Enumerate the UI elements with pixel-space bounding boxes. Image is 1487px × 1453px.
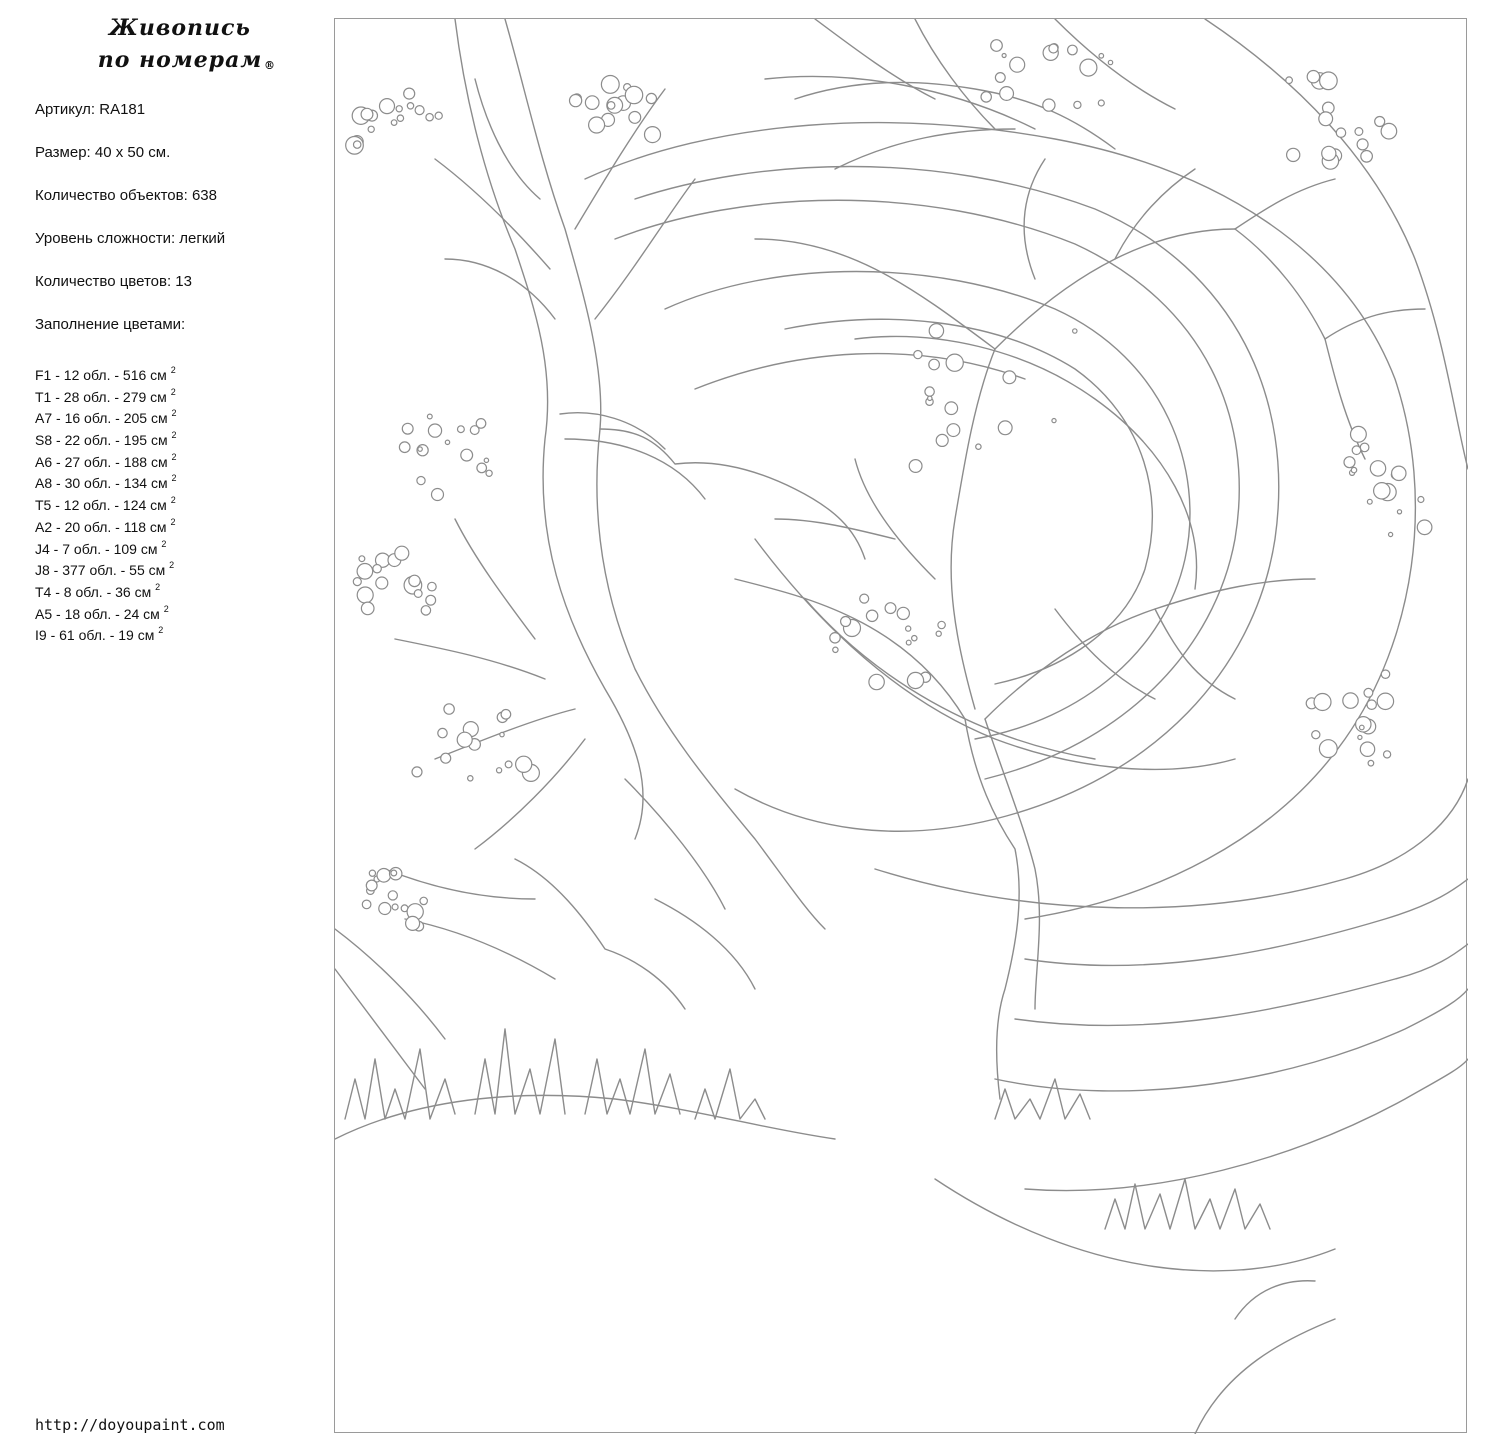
bubble-dot <box>484 458 488 462</box>
bubble-dot <box>1374 483 1390 499</box>
bubble-dot <box>1049 44 1058 53</box>
bubble-dot <box>629 112 641 124</box>
bubble-dot <box>500 732 504 736</box>
bubble-dot <box>397 115 403 121</box>
bubble-dot <box>359 556 365 562</box>
bubble-dot <box>998 421 1012 435</box>
bubble-dot <box>368 126 374 132</box>
bubble-dot <box>1287 148 1300 161</box>
bubble-dot <box>457 732 472 747</box>
bubble-dot <box>1344 457 1355 468</box>
bubble-dot <box>404 88 415 99</box>
bubble-dot <box>1320 72 1338 90</box>
bubble-dot <box>645 127 661 143</box>
bubble-dot <box>1319 740 1337 758</box>
bubble-dot <box>458 426 465 433</box>
bubble-dot <box>1322 146 1336 160</box>
color-row: I9 - 61 обл. - 19 см $^2$ <box>35 625 164 644</box>
color-row: A7 - 16 обл. - 205 см $^2$ <box>35 408 177 427</box>
bubble-dot <box>646 93 656 103</box>
bubble-dot <box>438 728 447 737</box>
bubble-dot <box>1377 693 1393 709</box>
bubble-dot <box>914 351 922 359</box>
bubble-dot <box>1108 60 1112 64</box>
color-row: J8 - 377 обл. - 55 см $^2$ <box>35 560 175 579</box>
bubble-dot <box>607 102 615 110</box>
bubble-dot <box>1381 123 1397 139</box>
bubble-dot <box>399 442 410 453</box>
color-row: T4 - 8 обл. - 36 см $^2$ <box>35 581 161 600</box>
bubble-dot <box>445 440 449 444</box>
bubble-dot <box>468 776 473 781</box>
bubble-dot <box>402 423 413 434</box>
bubble-dot <box>585 96 599 110</box>
bubble-dot <box>516 756 532 772</box>
bubble-dot <box>396 106 402 112</box>
bubble-dot <box>589 117 605 133</box>
bubble-dot <box>1357 139 1368 150</box>
bubble-dot <box>947 424 960 437</box>
bubble-dot <box>995 73 1005 83</box>
bubble-dot <box>991 40 1003 52</box>
bubble-dot <box>391 120 397 126</box>
bubble-dot <box>976 444 981 449</box>
bubble-dot <box>1389 532 1393 536</box>
bubble-dot <box>1002 54 1006 58</box>
bubble-dot <box>501 710 511 720</box>
bubble-dot <box>1307 71 1319 83</box>
bubble-dot <box>907 672 923 688</box>
bubble-dot <box>841 617 851 627</box>
bubble-dot <box>1099 54 1104 59</box>
bubble-dot <box>388 891 397 900</box>
bubble-dot <box>392 904 398 910</box>
bubble-dot <box>1336 128 1345 137</box>
bubble-dot <box>418 447 422 451</box>
bubble-dot <box>406 916 420 930</box>
bubble-dot <box>1068 45 1078 55</box>
bubble-dot <box>441 753 451 763</box>
bubble-dot <box>1392 466 1406 480</box>
bubble-dot <box>1368 760 1374 766</box>
bubble-dot <box>906 640 911 645</box>
bubble-dot <box>925 387 934 396</box>
color-fill-list <box>35 360 176 642</box>
fill-heading: Заполнение цветами: <box>35 316 186 333</box>
brand-line-1: Живопись <box>109 15 251 41</box>
bubble-dot <box>1360 742 1374 756</box>
bubble-dot <box>981 92 991 102</box>
bubble-dot <box>354 141 361 148</box>
bubble-dot <box>379 903 391 915</box>
bubble-dot <box>1358 735 1362 739</box>
bubble-dot <box>1314 694 1331 711</box>
bubble-dot <box>420 897 427 904</box>
bubble-dot <box>486 470 492 476</box>
bubble-dot <box>377 869 391 883</box>
bubble-dot <box>1375 117 1385 127</box>
bubble-dot <box>357 587 373 603</box>
brand-line-2: по номерам <box>97 47 263 73</box>
bubble-dot <box>1384 751 1391 758</box>
article-number: Артикул: RA181 <box>35 101 146 118</box>
bubble-dot <box>1397 510 1401 514</box>
bubble-dot <box>1073 329 1077 333</box>
bubble-dot <box>362 900 371 909</box>
color-row: A5 - 18 обл. - 24 см $^2$ <box>35 603 169 622</box>
bubble-dot <box>906 626 911 631</box>
bubble-dot <box>407 103 413 109</box>
objects-count: Количество объектов: 638 <box>35 187 217 204</box>
bubble-dot <box>497 768 502 773</box>
bubble-dot <box>833 647 838 652</box>
registered-mark: ® <box>264 59 276 72</box>
bubble-dot <box>1367 700 1376 709</box>
bubble-dot <box>1361 151 1373 163</box>
bubble-dot <box>353 578 361 586</box>
bubble-dot <box>1312 731 1320 739</box>
bubble-dot <box>928 396 932 400</box>
bubble-dot <box>938 621 945 628</box>
bubble-dot <box>830 633 840 643</box>
bubble-dot <box>1360 725 1365 730</box>
bubble-dot <box>415 106 424 115</box>
bubble-dot <box>461 449 473 461</box>
bubble-dot <box>929 324 943 338</box>
bubble-dot <box>432 489 444 501</box>
bubble-dot <box>1364 688 1373 697</box>
bubble-dot <box>1003 371 1016 384</box>
bubble-dot <box>369 870 375 876</box>
canvas-size: Размер: 40 х 50 см. <box>35 144 171 161</box>
bubble-dot <box>428 424 441 437</box>
color-row: J4 - 7 обл. - 109 см $^2$ <box>35 538 167 557</box>
color-row: F1 - 12 обл. - 516 см $^2$ <box>35 365 176 383</box>
bubble-dot <box>897 607 909 619</box>
bubble-dot <box>909 460 922 473</box>
bubble-dot <box>1098 100 1104 106</box>
bubble-dot <box>1418 497 1424 503</box>
bubble-dot <box>1052 419 1056 423</box>
bubble-dot <box>1351 467 1356 472</box>
bubble-dot <box>885 603 896 614</box>
bubble-dot <box>505 761 512 768</box>
grass <box>335 1029 1315 1319</box>
bubble-dot <box>1367 499 1372 504</box>
bubble-dot <box>1370 461 1385 476</box>
bubble-dot <box>1360 443 1369 452</box>
bubble-dot <box>1080 59 1097 76</box>
bubble-dot <box>1355 128 1363 136</box>
bubble-dot <box>936 631 941 636</box>
vortex-rings <box>585 19 1468 1434</box>
bubble-dot <box>1319 112 1333 126</box>
bubble-dot <box>1074 101 1081 108</box>
bubble-dot <box>357 564 373 580</box>
bubble-dot <box>426 595 436 605</box>
bubble-dots <box>346 40 1432 931</box>
bubble-dot <box>395 546 409 560</box>
difficulty-level: Уровень сложности: легкий <box>35 230 226 247</box>
bubble-dot <box>1043 99 1055 111</box>
bubble-dot <box>444 704 454 714</box>
product-info <box>35 100 225 358</box>
color-row: S8 - 22 обл. - 195 см $^2$ <box>35 430 177 449</box>
bubble-dot <box>1286 77 1293 84</box>
color-row: T5 - 12 обл. - 124 см $^2$ <box>35 495 176 514</box>
bubble-dot <box>427 414 432 419</box>
bubble-dot <box>373 565 381 573</box>
bubble-dot <box>376 577 388 589</box>
website-url: http://doyoupaint.com <box>35 1416 225 1434</box>
bubble-dot <box>929 359 940 370</box>
bubble-dot <box>1343 693 1358 708</box>
bubble-dot <box>421 606 430 615</box>
bubble-dot <box>625 86 642 103</box>
line-art <box>335 19 1468 1434</box>
bubble-dot <box>1010 57 1025 72</box>
bubble-dot <box>366 880 377 891</box>
bubble-dot <box>412 767 422 777</box>
bubble-dot <box>866 610 877 621</box>
color-row: T1 - 28 обл. - 279 см $^2$ <box>35 386 176 405</box>
bubble-dot <box>1417 520 1432 535</box>
bubble-dot <box>380 99 395 114</box>
bubble-dot <box>869 674 884 689</box>
bubble-dot <box>860 594 869 603</box>
colors-count: Количество цветов: 13 <box>35 273 192 290</box>
bubble-dot <box>936 434 948 446</box>
bubble-dot <box>1352 446 1361 455</box>
bubble-dot <box>409 575 420 586</box>
bubble-dot <box>391 870 397 876</box>
brand-logo <box>60 12 300 76</box>
bubble-dot <box>946 354 963 371</box>
bubble-dot <box>428 582 437 591</box>
bubble-dot <box>1381 670 1389 678</box>
bubble-dot <box>912 636 917 641</box>
bubble-dot <box>435 112 442 119</box>
bubble-dot <box>476 419 486 429</box>
color-row: A8 - 30 обл. - 134 см $^2$ <box>35 473 177 492</box>
bubble-dot <box>601 76 619 94</box>
bubble-dot <box>1351 426 1367 442</box>
bubble-dot <box>417 477 425 485</box>
coloring-canvas <box>334 18 1467 1433</box>
bubble-dot <box>570 95 582 107</box>
bubble-dot <box>426 114 433 121</box>
bubble-dot <box>1000 87 1014 101</box>
bubble-dot <box>945 402 958 415</box>
color-row: A6 - 27 обл. - 188 см $^2$ <box>35 451 177 470</box>
bubble-dot <box>477 463 487 473</box>
bubble-dot <box>414 590 422 598</box>
bubble-dot <box>361 108 373 120</box>
color-row: A2 - 20 обл. - 118 см $^2$ <box>35 516 176 535</box>
bubble-dot <box>361 602 374 615</box>
